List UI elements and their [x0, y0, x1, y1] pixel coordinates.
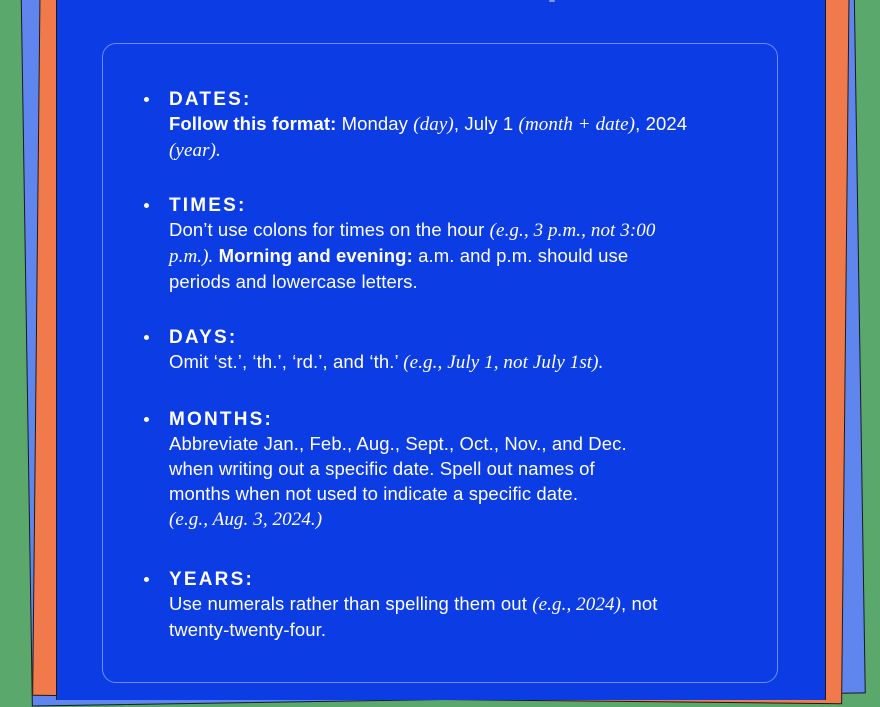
body-text: , not [620, 593, 658, 614]
body-text: , July 1 [453, 113, 519, 134]
section-heading: DAYS: [169, 327, 238, 348]
body-line [169, 591, 729, 617]
body-text: when writing out a specific date. Spell out names of [169, 458, 595, 479]
body-line [169, 217, 729, 243]
body-text: Don’t use colons for times on the hour [169, 219, 490, 240]
body-line [169, 137, 729, 163]
example-note: p.m.). [169, 246, 214, 267]
body-line [169, 431, 729, 456]
body-line [169, 456, 729, 481]
example-note: (e.g., 3 p.m., not 3:00 [489, 220, 656, 241]
body-line [169, 617, 729, 642]
example-note: (month + date) [518, 114, 636, 135]
example-note: (year). [169, 140, 221, 161]
section-heading: TIMES: [169, 195, 247, 216]
section-body [169, 349, 729, 375]
bullet-icon [144, 577, 149, 582]
body-line [169, 506, 729, 532]
emphasis-label: Follow this format: [169, 113, 342, 134]
example-note: (day) [413, 114, 454, 135]
section-body [169, 111, 729, 163]
example-note: (e.g., July 1, not July 1st). [403, 352, 604, 373]
emphasis-label: Morning and evening: [218, 245, 413, 266]
section-body [169, 217, 729, 294]
body-text: Abbreviate Jan., Feb., Aug., Sept., Oct., Nov., and Dec. [169, 433, 627, 454]
cropped-title-fragment [549, 0, 555, 2]
example-note: (e.g., 2024) [532, 594, 621, 615]
bullet-icon [144, 203, 149, 208]
body-text: periods and lowercase letters. [169, 271, 418, 292]
bullet-icon [144, 417, 149, 422]
bullet-icon [144, 335, 149, 340]
body-text: Omit ‘st.’, ‘th.’, ‘rd.’, and ‘th.’ [169, 351, 404, 372]
body-text: months when not used to indicate a specific date. [169, 483, 579, 504]
section-heading: YEARS: [169, 569, 254, 590]
body-line [169, 349, 729, 375]
body-line [169, 269, 729, 294]
body-text: Use numerals rather than spelling them out [169, 593, 533, 614]
body-text: a.m. and p.m. should use [412, 245, 629, 266]
body-text: Monday [341, 113, 414, 134]
section-heading: DATES: [169, 89, 252, 110]
body-text: , 2024 [635, 113, 688, 134]
bullet-icon [144, 97, 149, 102]
body-text: twenty-twenty-four. [169, 619, 327, 640]
section-body [169, 431, 729, 532]
section-body [169, 591, 729, 642]
body-line [169, 243, 729, 269]
body-line [169, 481, 729, 506]
section-heading: MONTHS: [169, 409, 274, 430]
body-line [169, 111, 729, 137]
example-note: (e.g., Aug. 3, 2024.) [169, 509, 323, 530]
